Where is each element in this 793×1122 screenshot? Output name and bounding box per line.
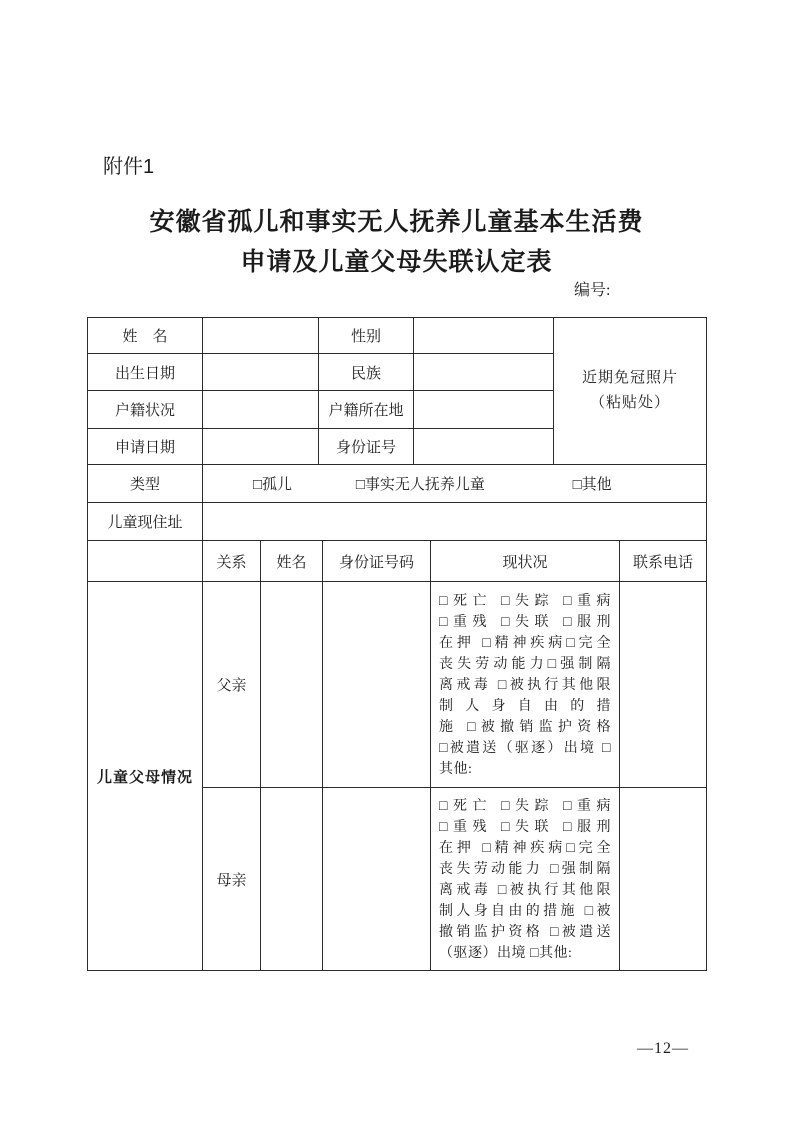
father-row (88, 582, 707, 788)
header-relation: 关系 (203, 541, 261, 582)
photo-area-line2: （粘贴处） (589, 395, 670, 411)
father-name-cell (261, 582, 323, 788)
id-number-label: 身份证号 (319, 429, 414, 465)
ethnicity-value (414, 354, 554, 391)
address-label: 儿童现住址 (88, 503, 203, 541)
type-option-defacto-unsupported: □事实无人抚养儿童 (355, 477, 485, 493)
header-name: 姓名 (261, 541, 323, 582)
form-table (87, 317, 706, 971)
gender-value (414, 318, 554, 354)
parents-table (87, 540, 707, 971)
parents-section-label: 儿童父母情况 (88, 582, 203, 971)
type-label: 类型 (88, 465, 203, 503)
form-title (0, 202, 793, 282)
apply-date-value (203, 429, 319, 465)
type-option-orphan: □孤儿 (253, 477, 293, 493)
parents-header-spacer (88, 541, 203, 582)
header-phone: 联系电话 (620, 541, 707, 582)
page-number: —12— (637, 1040, 689, 1057)
id-number-value (414, 429, 554, 465)
mother-name-cell (261, 788, 323, 971)
mother-id-cell (323, 788, 431, 971)
father-id-cell (323, 582, 431, 788)
info-table (87, 317, 707, 465)
attachment-label: 附件1 (103, 156, 155, 178)
name-label: 姓 名 (88, 318, 203, 354)
photo-area-line1: 近期免冠照片 (581, 370, 678, 386)
photo-area (554, 318, 707, 465)
mother-phone-cell (620, 788, 707, 971)
father-phone-cell (620, 582, 707, 788)
form-number-label: 编号: (574, 282, 611, 299)
household-status-value (203, 391, 319, 429)
form-title-line2: 申请及儿童父母失联认定表 (240, 248, 553, 276)
form-title-line1: 安徽省孤儿和事实无人抚养儿童基本生活费 (149, 208, 644, 236)
ethnicity-label: 民族 (319, 354, 414, 391)
type-options (203, 465, 707, 503)
apply-date-label: 申请日期 (88, 429, 203, 465)
gender-label: 性别 (319, 318, 414, 354)
birth-date-label: 出生日期 (88, 354, 203, 391)
mother-status-cell: □死亡 □失踪 □重病 □重残 □失联 □服刑 在押 □精神疾病□完全 丧失劳动能力 □强制隔 离戒毒 □被执行其他限 制人身自由的措施 □被 撤销监护资格 □被遣送 （驱逐）出境 □其他: (431, 788, 620, 971)
header-id-number: 身份证号码 (323, 541, 431, 582)
household-location-label: 户籍所在地 (319, 391, 414, 429)
type-address-table (87, 464, 707, 541)
type-option-other: □其他 (572, 477, 612, 493)
address-value (203, 503, 707, 541)
birth-date-value (203, 354, 319, 391)
father-relation-cell: 父亲 (203, 582, 261, 788)
header-status: 现状况 (431, 541, 620, 582)
household-location-value (414, 391, 554, 429)
name-value (203, 318, 319, 354)
mother-relation-cell: 母亲 (203, 788, 261, 971)
household-status-label: 户籍状况 (88, 391, 203, 429)
father-status-cell: □死亡 □失踪 □重病 □重残 □失联 □服刑 在押 □精神疾病□完全 丧失劳动能力□强制隔 离戒毒 □被执行其他限 制人身自由的措 施 □被撤销监护资格 □被遣送（驱逐）出境 □ 其他: (431, 582, 620, 788)
